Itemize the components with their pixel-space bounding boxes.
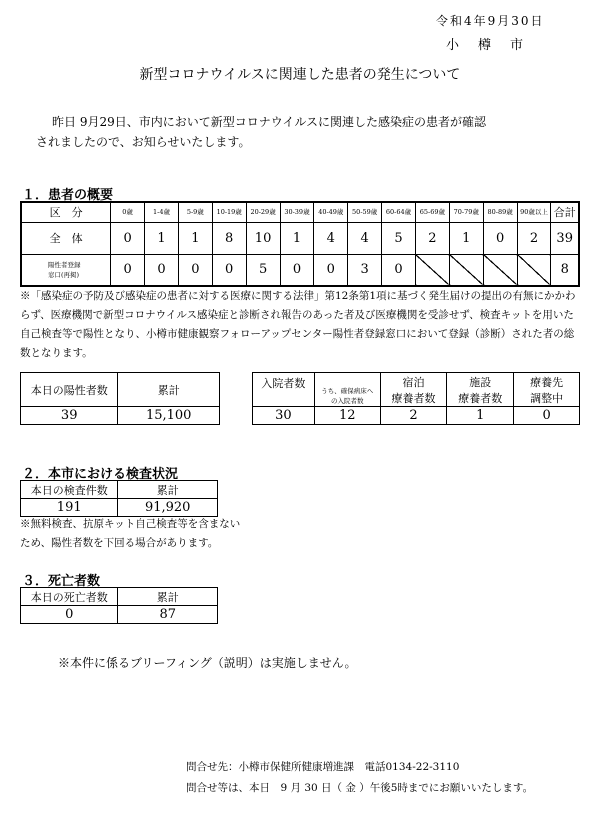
cell-value: 5 bbox=[246, 254, 280, 286]
row-label-registration-a: 陽性者登録 bbox=[48, 260, 81, 269]
hospital-value: 30 bbox=[253, 407, 315, 425]
cell-value: 0 bbox=[178, 254, 212, 286]
age-header: 70-79歳 bbox=[449, 202, 483, 222]
tests-cumulative-value: 91,920 bbox=[118, 499, 218, 517]
patient-summary-table bbox=[20, 201, 580, 287]
cell-total: 39 bbox=[551, 222, 579, 254]
cell-not-applicable bbox=[483, 254, 517, 286]
positives-today-value: 39 bbox=[21, 407, 118, 425]
cell-value: 4 bbox=[348, 222, 382, 254]
city-name: 小樽市 bbox=[446, 38, 543, 53]
tests-cumulative-label: 累計 bbox=[118, 481, 218, 499]
insured-bed-label-b: の入院者数 bbox=[330, 397, 364, 405]
corner-header: 区 分 bbox=[21, 202, 111, 222]
facility-value: 1 bbox=[447, 407, 514, 425]
cell-value: 0 bbox=[483, 222, 517, 254]
insured-bed-value: 12 bbox=[314, 407, 380, 425]
cell-total: 8 bbox=[551, 254, 579, 286]
positives-today-label: 本日の陽性者数 bbox=[21, 373, 118, 407]
age-header: 20-29歳 bbox=[246, 202, 280, 222]
briefing-note: ※本件に係るブリーフィング（説明）は実施しません。 bbox=[58, 656, 357, 670]
cell-value: 0 bbox=[145, 254, 179, 286]
age-header: 5-9歳 bbox=[178, 202, 212, 222]
hospital-label: 入院者数 bbox=[253, 373, 315, 407]
testing-note-line-1: ※無料検査、抗原キット自己検査等を含まない bbox=[20, 518, 241, 530]
cell-value: 1 bbox=[145, 222, 179, 254]
age-header: 60-64歳 bbox=[382, 202, 416, 222]
deaths-today-value: 0 bbox=[21, 606, 118, 624]
deaths-cumulative-label: 累計 bbox=[118, 588, 218, 606]
insured-bed-label-a: うち、確保病床へ bbox=[321, 387, 374, 395]
intro-line-2: されましたので、お知らせいたします。 bbox=[36, 135, 251, 149]
positives-cumulative-value: 15,100 bbox=[118, 407, 220, 425]
age-header: 1-4歳 bbox=[145, 202, 179, 222]
adjusting-label bbox=[514, 373, 580, 407]
section-3-heading: ３．死亡者数 bbox=[22, 574, 101, 589]
insured-bed-label bbox=[314, 373, 380, 407]
facility-label bbox=[447, 373, 514, 407]
cell-value: 2 bbox=[415, 222, 449, 254]
age-header: 50-59歳 bbox=[348, 202, 382, 222]
intro-text bbox=[36, 112, 576, 152]
cell-not-applicable bbox=[449, 254, 483, 286]
section-2-heading: ２．本市における検査状況 bbox=[22, 467, 179, 482]
legal-note: ※「感染症の予防及び感染症の患者に対する医療に関する法律」第12条第1項に基づく発生届けの提出の有無にかかわらず、医療機関で新型コロナウイルス感染症と診断され報告のあった者及び医療機関を受診せず、検査キットを用いた自己検査等で陽性となり、小樽市健康観察フォローアップセンター陽性者登録窓口において登録（診断）された者の総数となります。 bbox=[20, 290, 576, 359]
tests-today-label: 本日の検査件数 bbox=[21, 481, 118, 499]
lodging-label bbox=[380, 373, 447, 407]
deaths-table bbox=[20, 587, 218, 624]
cell-value: 10 bbox=[246, 222, 280, 254]
testing-note-line-2: ため、陽性者数を下回る場合があります。 bbox=[20, 537, 219, 549]
patient-status-table bbox=[252, 372, 580, 425]
inquiry-hours: 問合せ等は、本日 9 月 30 日（ 金 ）午後5時までにお願いいたします。 bbox=[186, 782, 534, 794]
adjusting-label-b: 調整中 bbox=[530, 391, 564, 405]
cell-value: 0 bbox=[280, 254, 314, 286]
deaths-today-label: 本日の死亡者数 bbox=[21, 588, 118, 606]
cell-value: 0 bbox=[212, 254, 246, 286]
adjusting-label-a: 療養先 bbox=[530, 375, 564, 389]
age-header: 65-69歳 bbox=[415, 202, 449, 222]
cell-not-applicable bbox=[517, 254, 551, 286]
positives-cumulative-label: 累計 bbox=[118, 373, 220, 407]
lodging-label-a: 宿泊 bbox=[402, 375, 425, 389]
age-header: 40-49歳 bbox=[314, 202, 348, 222]
date: 令和4年9月30日 bbox=[436, 14, 545, 28]
age-header: 10-19歳 bbox=[212, 202, 246, 222]
cell-value: 0 bbox=[314, 254, 348, 286]
section-1-heading: １．患者の概要 bbox=[22, 188, 114, 203]
facility-label-a: 施設 bbox=[469, 375, 492, 389]
contact-info: 問合せ先：小樽市保健所健康増進課 電話0134-22-3110 bbox=[186, 761, 460, 773]
row-label-registration bbox=[21, 254, 111, 286]
lodging-value: 2 bbox=[380, 407, 447, 425]
testing-table bbox=[20, 480, 218, 517]
lodging-label-b: 療養者数 bbox=[391, 391, 436, 405]
cell-value: 0 bbox=[382, 254, 416, 286]
page-title: 新型コロナウイルスに関連した患者の発生について bbox=[139, 67, 461, 83]
testing-note bbox=[20, 515, 270, 553]
intro-line-1: 昨日 9月29日、市内において新型コロナウイルスに関連した感染症の患者が確認 bbox=[52, 115, 487, 129]
row-label-all: 全 体 bbox=[21, 222, 111, 254]
cell-value: 3 bbox=[348, 254, 382, 286]
cell-value: 1 bbox=[178, 222, 212, 254]
adjusting-value: 0 bbox=[514, 407, 580, 425]
cell-value: 5 bbox=[382, 222, 416, 254]
row-label-registration-b: 窓口(再掲) bbox=[48, 270, 80, 279]
total-header: 合計 bbox=[551, 202, 579, 222]
cell-value: 4 bbox=[314, 222, 348, 254]
cell-value: 1 bbox=[449, 222, 483, 254]
cell-value: 2 bbox=[517, 222, 551, 254]
cell-not-applicable bbox=[415, 254, 449, 286]
age-header: 90歳以上 bbox=[517, 202, 551, 222]
cell-value: 0 bbox=[111, 222, 145, 254]
age-header: 0歳 bbox=[111, 202, 145, 222]
cell-value: 0 bbox=[111, 254, 145, 286]
cell-value: 1 bbox=[280, 222, 314, 254]
deaths-cumulative-value: 87 bbox=[118, 606, 218, 624]
positives-table bbox=[20, 372, 220, 425]
age-header: 80-89歳 bbox=[483, 202, 517, 222]
cell-value: 8 bbox=[212, 222, 246, 254]
tests-today-value: 191 bbox=[21, 499, 118, 517]
facility-label-b: 療養者数 bbox=[458, 391, 503, 405]
age-header: 30-39歳 bbox=[280, 202, 314, 222]
